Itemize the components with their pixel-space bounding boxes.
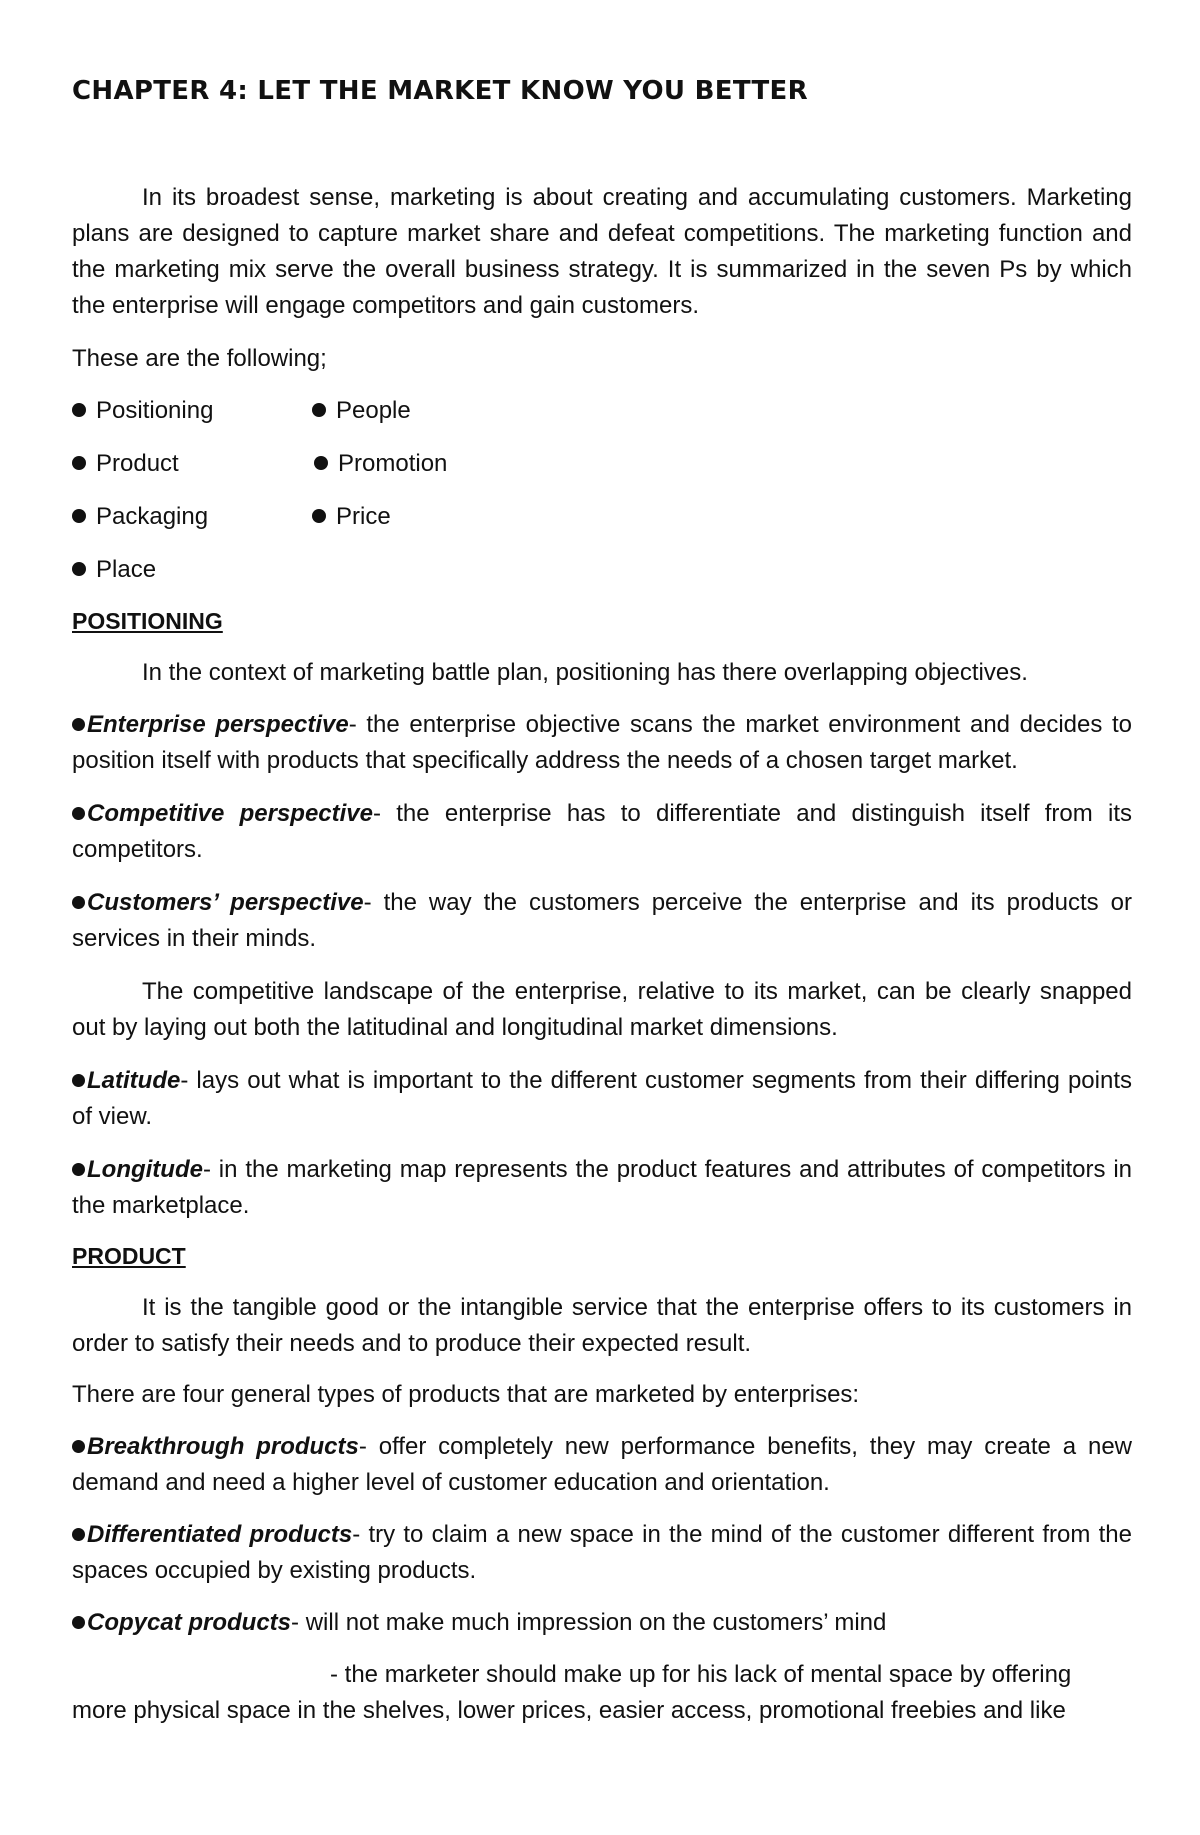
list-item-packaging: Packaging — [72, 499, 208, 535]
product-heading: PRODUCT — [72, 1243, 186, 1269]
bullet-icon — [312, 509, 326, 523]
list-item-promotion: Promotion — [314, 446, 447, 482]
positioning-item-competitive: Competitive perspective- the enterprise has to differentiate and distinguish itself from its competitors. — [72, 800, 1132, 863]
copycat-continued-line-2: more physical space in the shelves, lower prices, easier access, promotional freebies and like — [72, 1697, 1066, 1724]
list-item-place: Place — [72, 552, 156, 588]
positioning-intro: In the context of marketing battle plan, positioning has there overlapping objectives. — [142, 659, 1028, 686]
bullet-icon — [72, 509, 86, 523]
product-type-differentiated: Differentiated products- try to claim a new space in the mind of the customer different from the spaces occupied by existing products. — [72, 1521, 1132, 1584]
copycat-continued-line-1: - the marketer should make up for his lack of mental space by offering — [330, 1661, 1072, 1688]
product-intro: It is the tangible good or the intangible service that the enterprise offers to its customers in order to satisfy their needs and to produce their expected result. — [72, 1294, 1132, 1357]
list-item-positioning: Positioning — [72, 393, 213, 429]
list-intro: These are the following; — [72, 345, 327, 372]
dimension-item-latitude: Latitude- lays out what is important to the different customer segments from their differing points of view. — [72, 1067, 1132, 1130]
landscape-paragraph: The competitive landscape of the enterprise, relative to its market, can be clearly snapped out by laying out both the latitudinal and longitudinal market dimensions. — [72, 978, 1132, 1041]
product-type-copycat: Copycat products- will not make much impression on the customers’ mind — [72, 1605, 886, 1641]
bullet-icon — [72, 1440, 85, 1453]
bullet-icon — [314, 456, 328, 470]
intro-paragraph: In its broadest sense, marketing is about creating and accumulating customers. Marketing plans are designed to capture market share and defeat competitions. The marketing function and the marketing mix serve the overall business strategy. It is summarized in the seven Ps by which the enterprise will engage competitors and gain customers. — [72, 184, 1132, 319]
chapter-title: CHAPTER 4: LET THE MARKET KNOW YOU BETTER — [72, 76, 808, 106]
positioning-heading: POSITIONING — [72, 608, 223, 634]
bullet-icon — [72, 896, 85, 909]
bullet-icon — [72, 718, 85, 731]
bullet-icon — [72, 456, 86, 470]
positioning-item-enterprise: Enterprise perspective- the enterprise objective scans the market environment and decides to position itself with products that specifically address the needs of a chosen target market. — [72, 711, 1132, 774]
product-types-intro: There are four general types of products that are marketed by enterprises: — [72, 1381, 860, 1408]
product-type-breakthrough: Breakthrough products- offer completely new performance benefits, they may create a new demand and need a higher level of customer education and orientation. — [72, 1433, 1132, 1496]
dimension-item-longitude: Longitude- in the marketing map represents the product features and attributes of competitors in the marketplace. — [72, 1156, 1132, 1219]
list-item-people: People — [312, 393, 411, 429]
bullet-icon — [72, 1616, 85, 1629]
bullet-icon — [72, 562, 86, 576]
bullet-icon — [72, 807, 85, 820]
list-item-price: Price — [312, 499, 391, 535]
bullet-icon — [72, 403, 86, 417]
list-item-product: Product — [72, 446, 179, 482]
bullet-icon — [72, 1074, 85, 1087]
bullet-icon — [72, 1528, 85, 1541]
positioning-item-customers: Customers’ perspective- the way the customers perceive the enterprise and its products or services in their minds. — [72, 889, 1132, 952]
bullet-icon — [312, 403, 326, 417]
bullet-icon — [72, 1163, 85, 1176]
